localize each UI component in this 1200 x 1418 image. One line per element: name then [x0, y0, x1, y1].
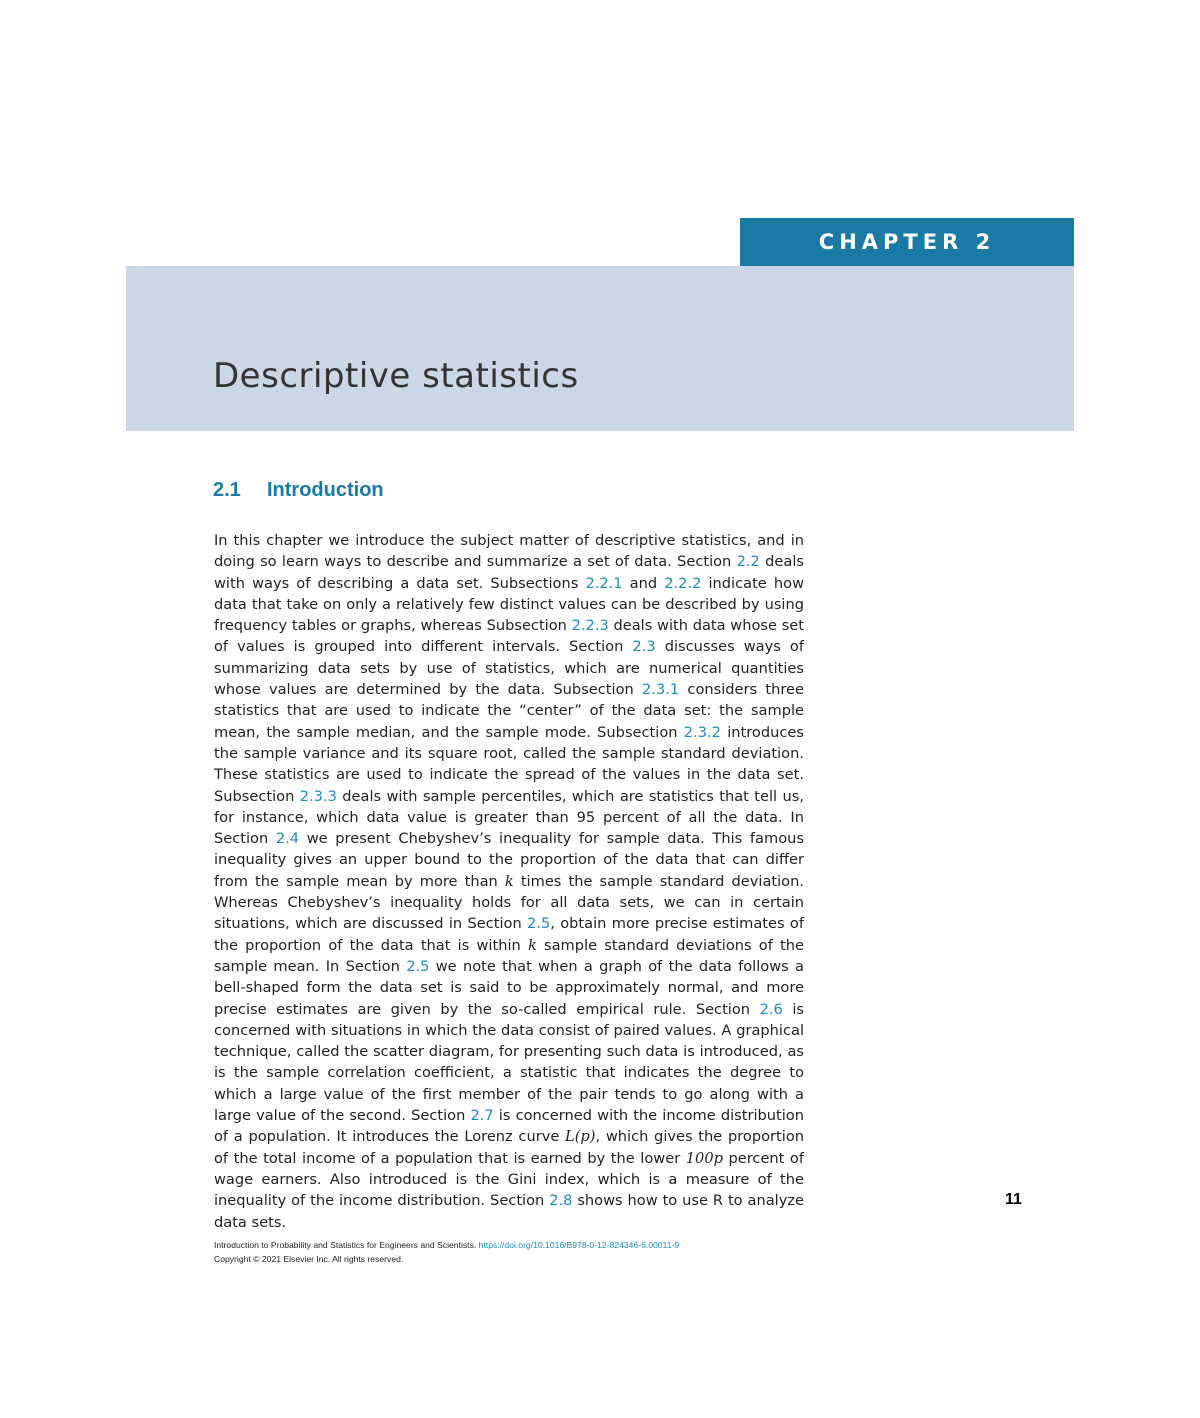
doi-link[interactable]: https://doi.org/10.1016/B978-0-12-824346-6.00011-9: [478, 1240, 680, 1250]
footer-book-title: Introduction to Probability and Statistics for Engineers and Scientists.: [214, 1240, 477, 1250]
chapter-title: Descriptive statistics: [213, 356, 579, 396]
section-heading: [213, 479, 384, 502]
text-run: , which gives the proportion of the total income of a population that is earned by the lower: [214, 1128, 804, 1167]
section-reference-link[interactable]: 2.2.1: [585, 574, 623, 592]
section-title: Introduction: [267, 479, 384, 501]
section-reference-link[interactable]: 2.3.3: [299, 787, 337, 805]
section-reference-link[interactable]: 2.2.2: [664, 574, 702, 592]
text-run: is concerned with situations in which the data consist of paired values. A graphical technique, called the scatter diagram, for presenting such data is introduced, as is the sample correlation coefficient, a statistic that indicates the degree to which a large value of the first member of the pair tends to go along with a large value of the second. Section: [214, 1000, 804, 1125]
math-symbol: L(p): [565, 1128, 596, 1146]
text-run: indicate how data that take on only a relatively few distinct values can be described by using frequency tables or graphs, whereas Subsection: [214, 574, 805, 635]
section-reference-link[interactable]: 2.3.2: [683, 723, 721, 741]
footer: [214, 1238, 679, 1266]
text-run: deals with sample percentiles, which are statistics that tell us, for instance, which data value is greater than 95 percent of all the data. In Section: [214, 787, 804, 848]
section-reference-link[interactable]: 2.5: [527, 915, 551, 933]
math-symbol: k: [504, 872, 514, 890]
section-reference-link[interactable]: 2.8: [549, 1192, 573, 1210]
math-symbol: 100p: [685, 1149, 723, 1167]
introduction-paragraph: [214, 530, 804, 1233]
section-number: 2.1: [213, 479, 241, 501]
text-run: deals with data whose set of values is grouped into different intervals. Section: [214, 617, 804, 656]
section-reference-link[interactable]: 2.7: [470, 1107, 494, 1125]
math-symbol: k: [527, 936, 537, 954]
section-reference-link[interactable]: 2.5: [406, 957, 430, 975]
text-run: introduces the sample variance and its square root, called the sample standard deviation. These statistics are used to indicate the spread of the values in the data set. Subsection: [214, 723, 804, 805]
section-reference-link[interactable]: 2.6: [759, 1000, 783, 1018]
text-run: deals with ways of describing a data set. Subsections: [214, 553, 804, 592]
page-number: 11: [1005, 1191, 1022, 1208]
text-run: In this chapter we introduce the subject matter of descriptive statistics, and in doing so learn ways to describe and summarize a set of data. Section: [214, 532, 804, 571]
section-reference-link[interactable]: 2.4: [275, 830, 300, 848]
text-run: we present Chebyshev’s inequality for sample data. This famous inequality gives an upper bound to the proportion of the data that can differ from the sample mean by more than: [214, 830, 804, 890]
section-reference-link[interactable]: 2.3: [632, 638, 656, 656]
section-reference-link[interactable]: 2.3.1: [642, 681, 680, 699]
text-run: sample standard deviations of the sample mean. In Section: [214, 936, 804, 975]
text-run: shows how to use R to analyze data sets.: [214, 1192, 804, 1231]
text-run: considers three statistics that are used to indicate the “center” of the data set: the sample mean, the sample median, and the sample mode. Subsection: [214, 681, 804, 741]
footer-copyright: Copyright © 2021 Elsevier Inc. All rights reserved.: [214, 1254, 404, 1264]
section-reference-link[interactable]: 2.2.3: [571, 617, 609, 635]
text-run: , obtain more precise estimates of the proportion of the data that is within: [214, 915, 804, 954]
text-run: percent of wage earners. Also introduced is the Gini index, which is a measure of the inequality of the income distribution. Section: [214, 1149, 804, 1210]
section-reference-link[interactable]: 2.2: [736, 553, 760, 571]
footer-citation: [214, 1238, 679, 1252]
text-run: discusses ways of summarizing data sets by use of statistics, which are numerical quantities whose values are determined by the data. Subsection: [214, 638, 804, 699]
chapter-label: CHAPTER 2: [740, 218, 1074, 266]
text-run: we note that when a graph of the data follows a bell-shaped form the data set is said to be approximately normal, and more precise estimates are given by the so-called empirical rule. Section: [214, 957, 804, 1018]
text-run: is concerned with the income distribution of a population. It introduces the Lorenz curve: [214, 1107, 804, 1146]
chapter-title-band: [126, 266, 1074, 431]
text-run: times the sample standard deviation. Whereas Chebyshev’s inequality holds for all data sets, we can in certain situations, which are discussed in Section: [214, 872, 804, 933]
text-run: and: [622, 574, 665, 592]
